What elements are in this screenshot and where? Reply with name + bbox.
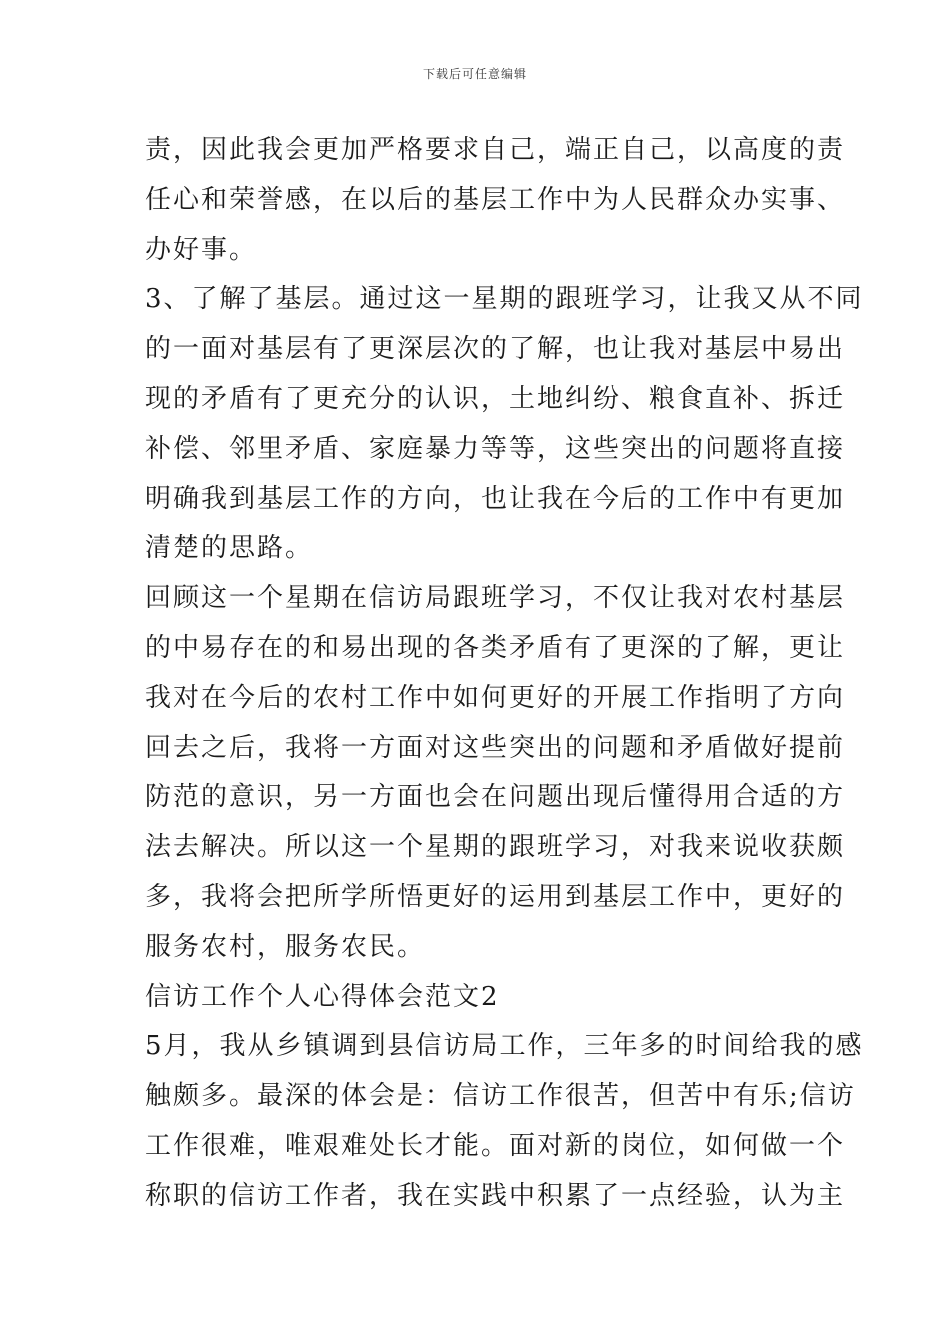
section-heading: 信访工作个人心得体会范文2 bbox=[145, 981, 500, 1012]
text-line: 补偿、邻里矛盾、家庭暴力等等，这些突出的问题将直接 bbox=[145, 433, 846, 464]
text-line: 回顾这一个星期在信访局跟班学习，不仅让我对农村基层 bbox=[145, 583, 846, 614]
page-header: 下载后可任意编辑 bbox=[422, 67, 527, 81]
text-line: 责，因此我会更加严格要求自己，端正自己，以高度的责 bbox=[145, 135, 846, 165]
text-line: 服务农村，服务农民。 bbox=[145, 931, 426, 962]
text-line: 的一面对基层有了更深层次的了解，也让我对基层中易出 bbox=[145, 334, 846, 365]
text-line: 防范的意识，另一方面也会在问题出现后懂得用合适的方 bbox=[145, 782, 846, 813]
text-line: 办好事。 bbox=[145, 234, 258, 265]
text-line: 触颇多。最深的体会是：信访工作很苦，但苦中有乐;信访 bbox=[145, 1081, 856, 1112]
text-line: 任心和荣誉感，在以后的基层工作中为人民群众办实事、 bbox=[145, 184, 846, 215]
text-line: 3、了解了基层。通过这一星期的跟班学习，让我又从不同 bbox=[145, 284, 864, 315]
document-body bbox=[145, 126, 864, 1222]
text-line: 称职的信访工作者，我在实践中积累了一点经验，认为主 bbox=[145, 1180, 846, 1211]
text-line: 我对在今后的农村工作中如何更好的开展工作指明了方向 bbox=[145, 682, 846, 713]
text-line: 明确我到基层工作的方向，也让我在今后的工作中有更加 bbox=[145, 483, 846, 514]
text-line: 多，我将会把所学所悟更好的运用到基层工作中，更好的 bbox=[145, 881, 846, 912]
text-line: 工作很难，唯艰难处长才能。面对新的岗位，如何做一个 bbox=[145, 1130, 846, 1161]
text-line: 5月，我从乡镇调到县信访局工作，三年多的时间给我的感 bbox=[145, 1031, 864, 1062]
text-line: 现的矛盾有了更充分的认识，土地纠纷、粮食直补、拆迁 bbox=[145, 383, 846, 414]
text-line: 法去解决。所以这一个星期的跟班学习，对我来说收获颇 bbox=[145, 832, 846, 863]
text-line: 回去之后，我将一方面对这些突出的问题和矛盾做好提前 bbox=[145, 732, 846, 763]
text-line: 清楚的思路。 bbox=[145, 533, 314, 564]
text-line: 的中易存在的和易出现的各类矛盾有了更深的了解，更让 bbox=[145, 632, 846, 663]
